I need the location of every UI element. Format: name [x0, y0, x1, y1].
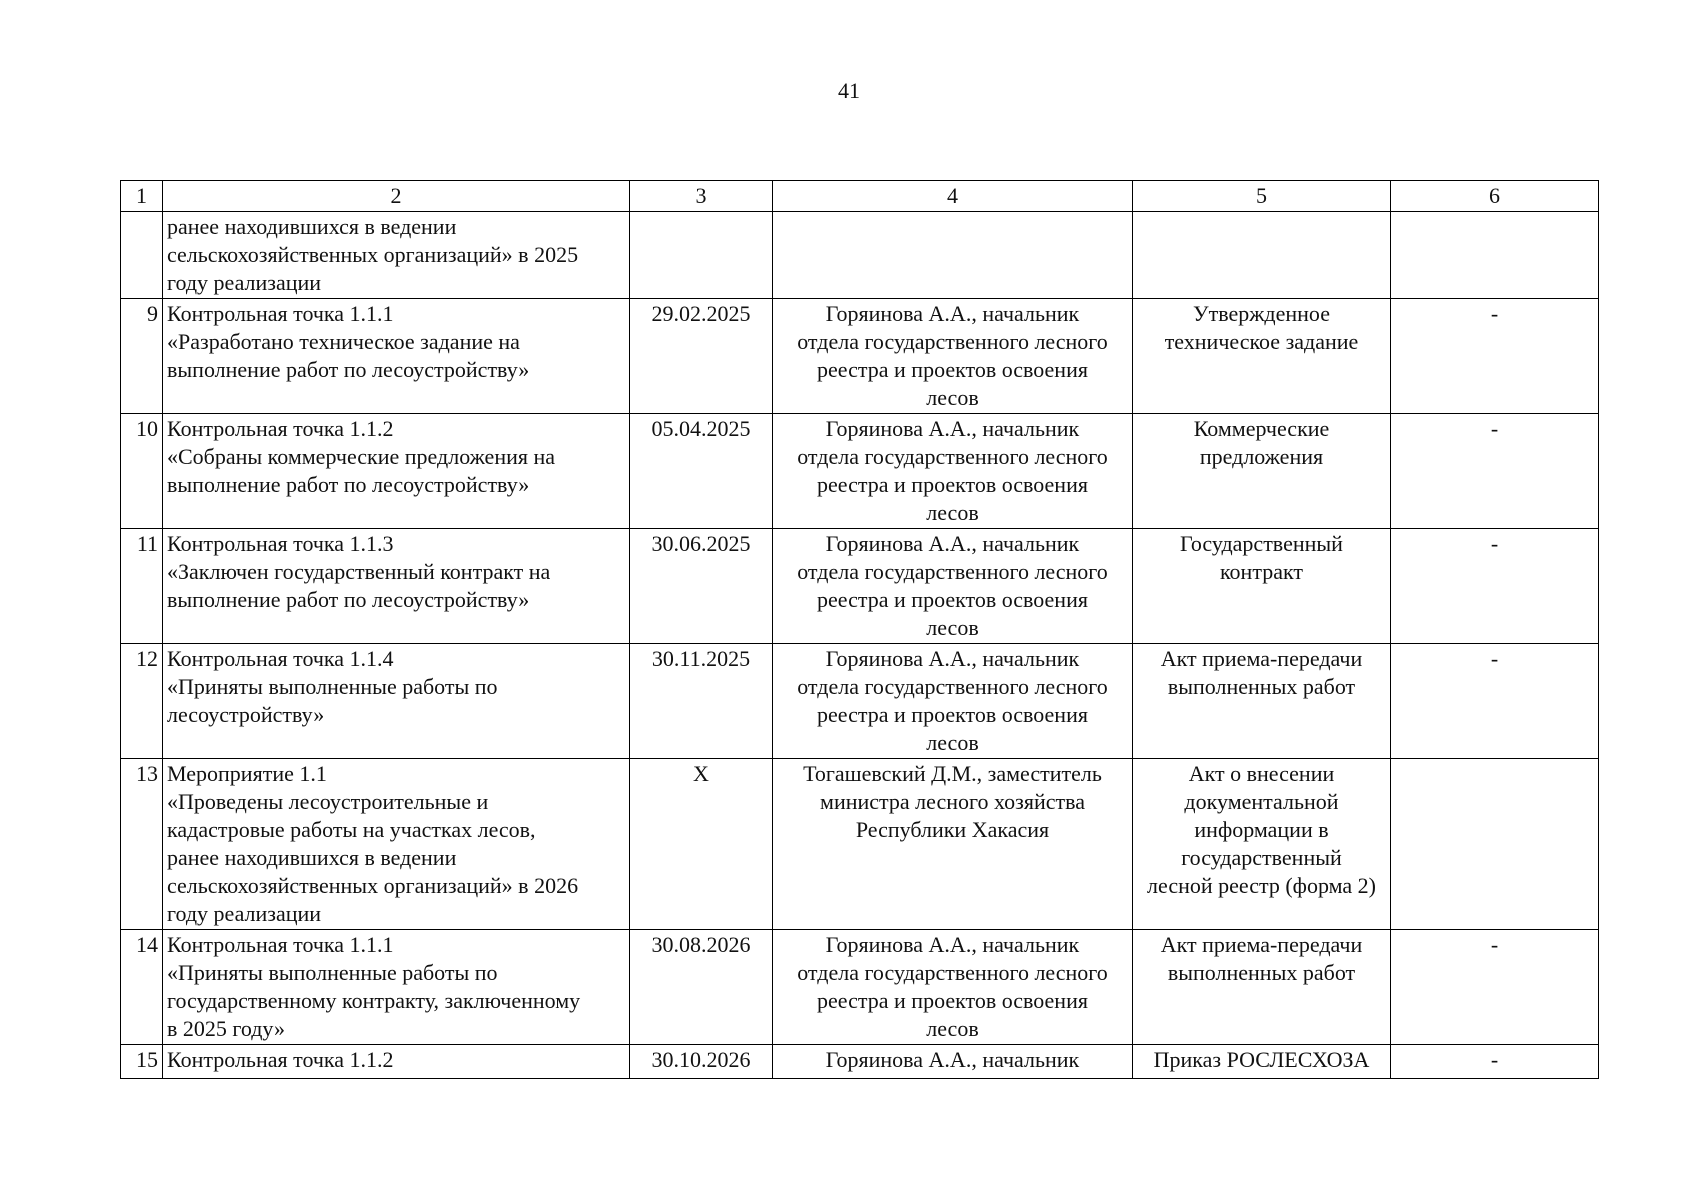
cell-line: «Заключен государственный контракт на	[167, 559, 551, 584]
cell-line: техническое задание	[1164, 329, 1359, 354]
note-cell: -	[1391, 299, 1599, 414]
cell-line: выполнение работ по лесоустройству»	[167, 472, 530, 497]
cell-line: реестра и проектов освоения	[817, 702, 1088, 727]
cell-line: Государственный	[1180, 531, 1343, 556]
document-type-cell	[1133, 644, 1391, 759]
row-number-cell: 10	[121, 414, 163, 529]
note-cell: -	[1391, 414, 1599, 529]
note-cell: -	[1391, 529, 1599, 644]
deadline-cell: X	[630, 759, 773, 930]
page-number: 41	[838, 78, 860, 103]
header-cell: 5	[1133, 181, 1391, 212]
control-points-table	[120, 180, 1599, 1079]
table-row	[121, 529, 1599, 644]
cell-line: Горяинова А.А., начальник	[825, 531, 1080, 556]
cell-line: Акт о внесении	[1188, 761, 1335, 786]
deadline-cell	[630, 212, 773, 299]
cell-line: лесов	[926, 730, 979, 755]
document-type-cell	[1133, 1045, 1391, 1079]
cell-line: лесов	[926, 500, 979, 525]
cell-line: кадастровые работы на участках лесов,	[167, 817, 536, 842]
responsible-cell	[773, 414, 1133, 529]
cell-line: документальной	[1184, 789, 1339, 814]
stage-name-cell	[163, 644, 630, 759]
table-row	[121, 759, 1599, 930]
document-type-cell	[1133, 212, 1391, 299]
cell-line: Горяинова А.А., начальник	[825, 646, 1080, 671]
note-cell	[1391, 212, 1599, 299]
stage-name-cell	[163, 299, 630, 414]
cell-line: выполненных работ	[1167, 960, 1356, 985]
cell-line: лесов	[926, 615, 979, 640]
header-cell: 4	[773, 181, 1133, 212]
responsible-cell	[773, 529, 1133, 644]
cell-line: Контрольная точка 1.1.2	[167, 1047, 394, 1072]
cell-line: году реализации	[167, 270, 322, 295]
document-type-cell	[1133, 529, 1391, 644]
cell-line: Республики Хакасия	[855, 817, 1050, 842]
cell-line: Горяинова А.А., начальник	[825, 932, 1080, 957]
stage-name-cell	[163, 930, 630, 1045]
stage-name-cell	[163, 529, 630, 644]
cell-line: государственный	[1181, 845, 1342, 870]
cell-line: Контрольная точка 1.1.3	[167, 531, 394, 556]
header-row	[121, 181, 1599, 212]
cell-line: отдела государственного лесного	[797, 329, 1108, 354]
responsible-cell	[773, 212, 1133, 299]
row-number-cell: 11	[121, 529, 163, 644]
cell-line: лесов	[926, 385, 979, 410]
cell-line: лесоустройству»	[167, 702, 325, 727]
cell-line: предложения	[1199, 444, 1324, 469]
cell-line: Контрольная точка 1.1.1	[167, 932, 394, 957]
document-type-cell	[1133, 414, 1391, 529]
responsible-cell	[773, 299, 1133, 414]
row-number-cell: 13	[121, 759, 163, 930]
cell-line: выполненных работ	[1167, 674, 1356, 699]
row-number-cell: 9	[121, 299, 163, 414]
responsible-cell	[773, 930, 1133, 1045]
cell-line: в 2025 году»	[167, 1016, 285, 1041]
note-cell: -	[1391, 930, 1599, 1045]
cell-line: информации в	[1194, 817, 1329, 842]
document-type-cell	[1133, 930, 1391, 1045]
cell-line: «Собраны коммерческие предложения на	[167, 444, 556, 469]
cell-line: Акт приема-передачи	[1160, 932, 1363, 957]
cell-line: Приказ РОСЛЕСХОЗА	[1153, 1047, 1370, 1072]
cell-line: отдела государственного лесного	[797, 444, 1108, 469]
cell-line: контракт	[1219, 559, 1303, 584]
cell-line: Контрольная точка 1.1.2	[167, 416, 394, 441]
cell-line: реестра и проектов освоения	[817, 472, 1088, 497]
stage-name-cell	[163, 759, 630, 930]
cell-line: министра лесного хозяйства	[820, 789, 1085, 814]
cell-line: Горяинова А.А., начальник	[825, 301, 1080, 326]
cell-line: «Разработано техническое задание на	[167, 329, 520, 354]
cell-line: реестра и проектов освоения	[817, 357, 1088, 382]
cell-line: «Приняты выполненные работы по	[167, 960, 498, 985]
row-number-cell	[121, 212, 163, 299]
deadline-cell: 30.11.2025	[630, 644, 773, 759]
cell-line: ранее находившихся в ведении	[167, 214, 457, 239]
header-cell: 1	[121, 181, 163, 212]
cell-line: выполнение работ по лесоустройству»	[167, 357, 530, 382]
cell-line: лесов	[926, 1016, 979, 1041]
cell-line: Мероприятие 1.1	[167, 761, 327, 786]
cell-line: сельскохозяйственных организаций» в 2025	[167, 242, 579, 267]
deadline-cell: 30.08.2026	[630, 930, 773, 1045]
cell-line: Горяинова А.А., начальник	[825, 416, 1080, 441]
table-row	[121, 299, 1599, 414]
cell-line: отдела государственного лесного	[797, 960, 1108, 985]
cell-line: Утвержденное	[1193, 301, 1330, 326]
document-type-cell	[1133, 759, 1391, 930]
note-cell	[1391, 759, 1599, 930]
stage-name-cell	[163, 212, 630, 299]
stage-name-cell	[163, 414, 630, 529]
header-cell: 3	[630, 181, 773, 212]
deadline-cell: 05.04.2025	[630, 414, 773, 529]
responsible-cell	[773, 759, 1133, 930]
row-number-cell: 12	[121, 644, 163, 759]
row-number-cell: 14	[121, 930, 163, 1045]
cell-line: Коммерческие	[1193, 416, 1330, 441]
responsible-cell	[773, 644, 1133, 759]
cell-line: Контрольная точка 1.1.4	[167, 646, 394, 671]
cell-line: выполнение работ по лесоустройству»	[167, 587, 530, 612]
note-cell: -	[1391, 644, 1599, 759]
note-cell: -	[1391, 1045, 1599, 1079]
cell-line: «Проведены лесоустроительные и	[167, 789, 489, 814]
header-cell: 6	[1391, 181, 1599, 212]
table-row	[121, 1045, 1599, 1079]
cell-line: ранее находившихся в ведении	[167, 845, 457, 870]
cell-line: отдела государственного лесного	[797, 559, 1108, 584]
cell-line: государственному контракту, заключенному	[167, 988, 581, 1013]
cell-line: реестра и проектов освоения	[817, 587, 1088, 612]
cell-line: «Приняты выполненные работы по	[167, 674, 498, 699]
cell-line: году реализации	[167, 901, 322, 926]
responsible-cell	[773, 1045, 1133, 1079]
cell-line: Тогашевский Д.М., заместитель	[803, 761, 1102, 786]
deadline-cell: 30.06.2025	[630, 529, 773, 644]
cell-line: отдела государственного лесного	[797, 674, 1108, 699]
header-cell: 2	[163, 181, 630, 212]
stage-name-cell	[163, 1045, 630, 1079]
table-row	[121, 930, 1599, 1045]
table-row	[121, 414, 1599, 529]
cell-line: Горяинова А.А., начальник	[825, 1047, 1080, 1072]
cell-line: сельскохозяйственных организаций» в 2026	[167, 873, 579, 898]
row-number-cell: 15	[121, 1045, 163, 1079]
cell-line: Контрольная точка 1.1.1	[167, 301, 394, 326]
table-row	[121, 212, 1599, 299]
cell-line: Акт приема-передачи	[1160, 646, 1363, 671]
table-body	[121, 212, 1599, 1079]
deadline-cell: 30.10.2026	[630, 1045, 773, 1079]
deadline-cell: 29.02.2025	[630, 299, 773, 414]
cell-line: лесной реестр (форма 2)	[1147, 873, 1376, 898]
table-row	[121, 644, 1599, 759]
document-type-cell	[1133, 299, 1391, 414]
cell-line: реестра и проектов освоения	[817, 988, 1088, 1013]
